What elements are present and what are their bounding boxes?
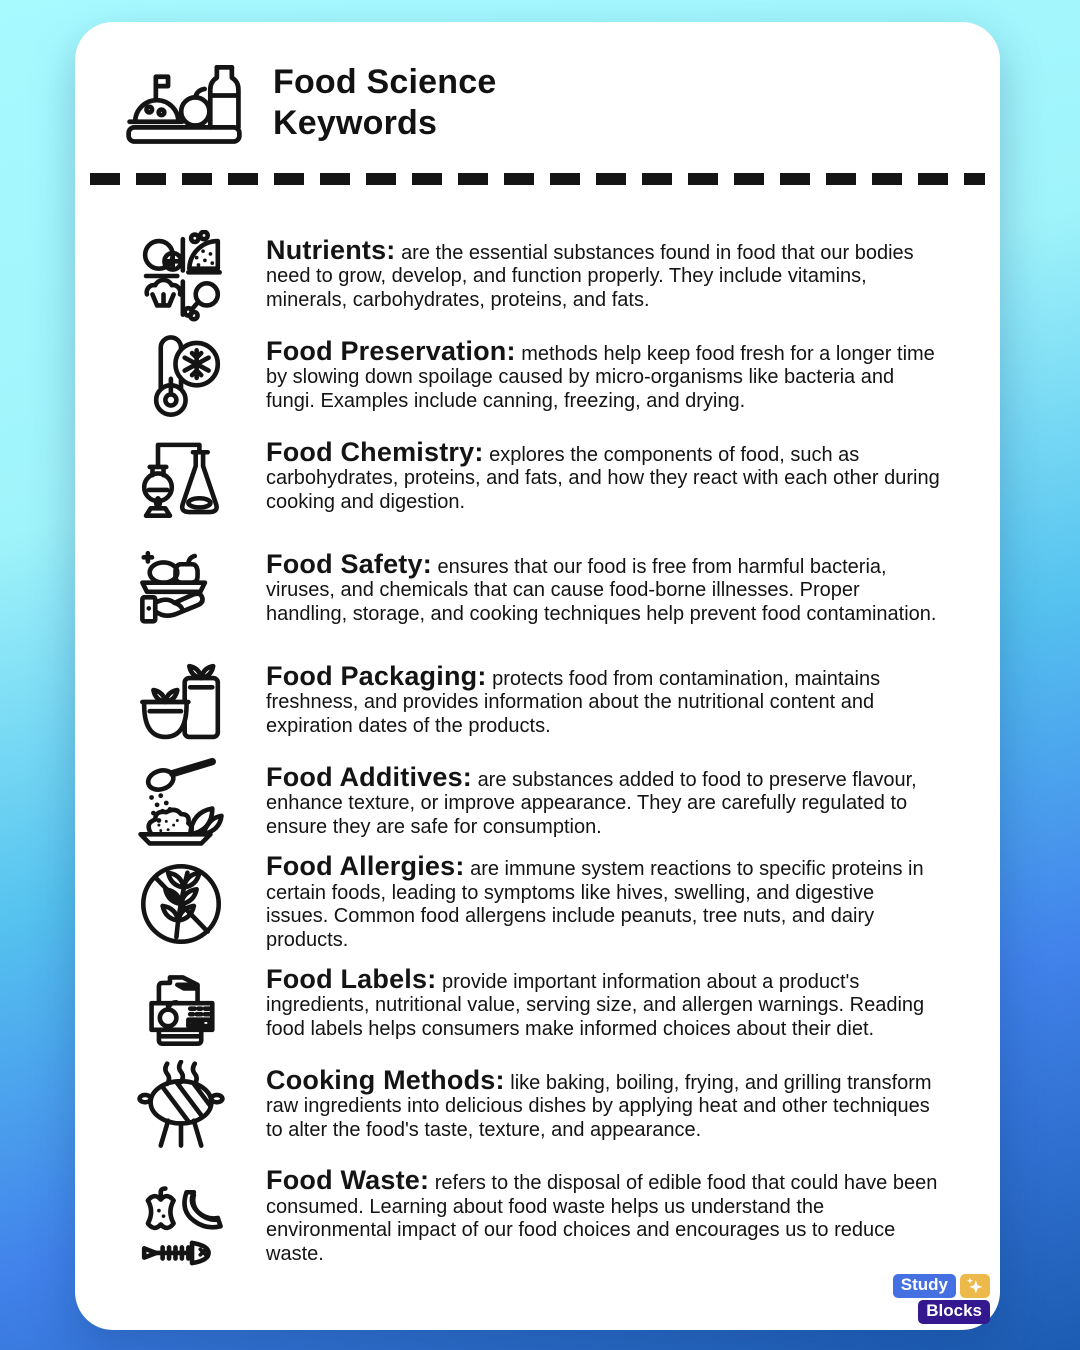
entry-text [266,660,940,739]
entry-term: Food Waste: [266,1165,430,1195]
title-line-2: Keywords [273,104,438,142]
keyword-list [123,225,940,1279]
entry-definition: protects food from contamination, maintains freshness, and provides information about the nutritional content and expiration dates of the products. [266,667,881,737]
entry-nutrients [123,225,940,326]
entry-definition: are immune system reactions to specific proteins in certain foods, leading to symptoms like hives, swelling, and digestive issues. Common food allergens include peanuts, tree nuts, and dairy products. [266,858,924,951]
dashed-separator [90,173,985,185]
logo-blocks-label: Blocks [918,1300,990,1324]
entry-text [266,548,940,627]
spoon-sprinkle-plate-icon [123,757,239,849]
logo-study-label: Study [893,1274,956,1298]
entry-food-labels [123,954,940,1055]
entry-term: Food Safety: [266,548,432,579]
entry-term: Food Preservation: [266,335,516,366]
entry-term: Cooking Methods: [266,1064,505,1095]
hand-tray-vegetables-icon [123,544,239,636]
thermometer-snowflake-icon [123,331,239,423]
food-groups-icon [123,230,239,322]
studyblocks-logo [893,1274,990,1324]
label-jug-icon [123,959,239,1051]
jars-packaging-icon [123,656,239,748]
entry-definition: like baking, boiling, frying, and grilling transform raw ingredients into delicious dishes by applying heat and other techniques to alter the food's taste, texture, and appearance. [266,1071,932,1141]
entry-food-chemistry [123,427,940,528]
entry-definition: ensures that our food is free from harmful bacteria, viruses, and chemicals that can cause food-borne illnesses. Proper handling, storage, and cooking techniques help prevent food contamination. [266,555,937,625]
entry-definition: provide important information about a product's ingredients, nutritional value, serving size, and allergen warnings. Reading food labels helps consumers make informed choices about their diet. [266,970,925,1040]
entry-food-safety [123,528,940,651]
entry-term: Food Allergies: [266,851,465,881]
food-waste-icon [123,1170,239,1266]
entry-food-waste [123,1156,940,1279]
chemistry-flasks-icon [123,432,239,524]
entry-food-packaging [123,651,940,752]
entry-food-additives [123,752,940,853]
food-tray-icon [123,55,245,151]
entry-term: Nutrients: [266,234,396,265]
entry-text [266,1165,940,1266]
entry-text [266,436,940,515]
entry-definition: methods help keep food fresh for a longer time by slowing down spoilage caused by micro-organisms like bacteria and fungi. Examples include canning, freezing, and drying. [266,342,935,412]
entry-text [266,761,940,840]
entry-definition: refers to the disposal of edible food that could have been consumed. Learning about food waste helps us understand the environmental impact of our food choices and encourages us to reduce waste. [266,1172,938,1265]
entry-term: Food Chemistry: [266,436,484,467]
entry-term: Food Labels: [266,963,437,994]
entry-cooking-methods [123,1055,940,1156]
title-line-1: Food Science [273,63,497,101]
no-wheat-icon [123,858,239,950]
sparkle-icon [960,1274,990,1298]
entry-term: Food Additives: [266,761,472,792]
entry-food-preservation [123,326,940,427]
entry-text [266,1064,940,1143]
content-card [75,22,1000,1330]
entry-definition: are the essential substances found in food that our bodies need to grow, develop, and function properly. They include vitamins, minerals, carbohydrates, proteins, and fats. [266,241,914,311]
entry-text [266,335,940,414]
bbq-grill-icon [123,1060,239,1152]
entry-text [266,851,940,952]
entry-term: Food Packaging: [266,660,487,691]
entry-definition: are substances added to food to preserve flavour, enhance texture, or improve appearance. They are carefully regulated to ensure they are safe for consumption. [266,768,917,838]
entry-text [266,234,940,313]
header [123,55,940,151]
entry-text [266,963,940,1042]
entry-food-allergies [123,853,940,954]
entry-definition: explores the components of food, such as carbohydrates, proteins, and fats, and how they react with each other during cooking and digestion. [266,443,940,513]
page-title [273,62,496,144]
